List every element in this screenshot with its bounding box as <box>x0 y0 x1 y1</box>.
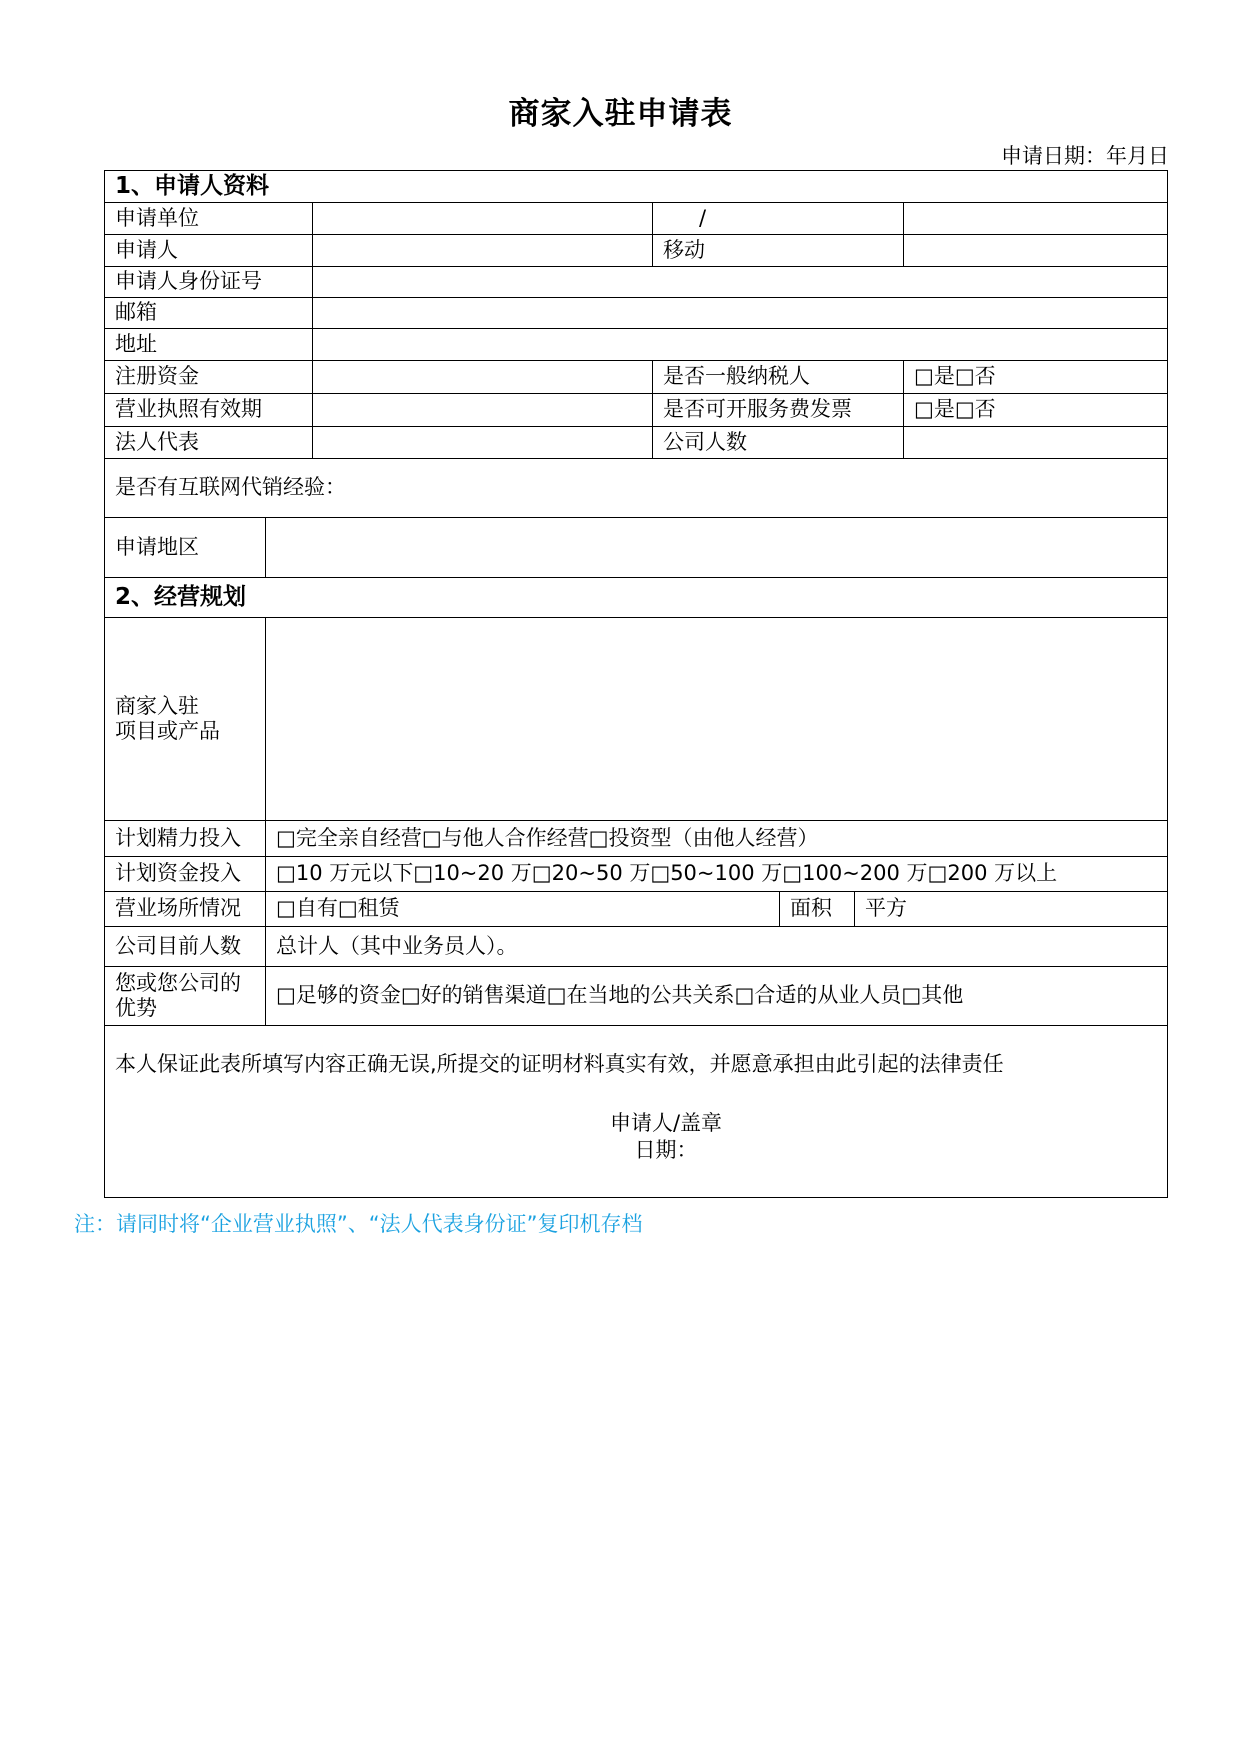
taxpayer-checkboxes[interactable]: □是□否 <box>914 364 996 389</box>
taxpayer-label: 是否一般纳税人 <box>653 361 904 393</box>
license-input[interactable] <box>313 394 653 426</box>
capital-label: 注册资金 <box>105 361 313 393</box>
section2-heading: 2、经营规划 <box>115 583 247 610</box>
fund-label: 计划资金投入 <box>105 857 266 891</box>
row-products <box>105 618 1167 821</box>
area-unit[interactable]: 平方 <box>865 896 907 921</box>
license-label: 营业执照有效期 <box>105 394 313 426</box>
signature-date[interactable]: 日期： <box>634 1138 698 1163</box>
row-email <box>105 298 1167 329</box>
row-legal <box>105 427 1167 459</box>
applicant-input[interactable] <box>313 235 653 266</box>
region-input[interactable] <box>266 518 1167 577</box>
declaration-text: 本人保证此表所填写内容正确无误,所提交的证明材料真实有效，并愿意承担由此引起的法律责任 <box>115 1052 1004 1076</box>
section1-header-row <box>105 171 1167 203</box>
row-address <box>105 329 1167 361</box>
effort-checkboxes[interactable]: □完全亲自经营□与他人合作经营□投资型（由他人经营） <box>276 825 819 850</box>
apply-date: 申请日期：年月日 <box>1001 144 1169 168</box>
unit-label: 申请单位 <box>105 203 313 234</box>
premises-checkboxes[interactable]: □自有□租赁 <box>266 892 780 926</box>
fund-checkboxes[interactable]: □10 万元以下□10~20 万□20~50 万□50~100 万□100~200 万□200 万以上 <box>276 861 1058 886</box>
row-declaration <box>105 1026 1167 1197</box>
row-advantage <box>105 967 1167 1026</box>
signature-area <box>115 1110 1157 1165</box>
section1-heading: 1、申请人资料 <box>115 172 270 199</box>
experience-field[interactable]: 是否有互联网代销经验： <box>115 475 346 500</box>
unit-input[interactable] <box>313 203 653 234</box>
product-label-line1: 商家入驻 <box>115 693 199 718</box>
row-capital <box>105 361 1167 394</box>
unit-input-2[interactable] <box>904 203 1167 234</box>
row-experience <box>105 459 1167 518</box>
applicant-label: 申请人 <box>105 235 313 266</box>
id-label: 申请人身份证号 <box>105 267 313 297</box>
address-input[interactable] <box>313 329 1167 360</box>
id-input[interactable] <box>313 267 1167 297</box>
advantage-checkboxes[interactable]: □足够的资金□好的销售渠道□在当地的公共关系□合适的从业人员□其他 <box>276 983 964 1008</box>
product-label <box>105 618 266 820</box>
address-label: 地址 <box>105 329 313 360</box>
legal-input[interactable] <box>313 427 653 458</box>
signature-label[interactable]: 申请人/盖章 <box>609 1111 723 1135</box>
invoice-checkboxes[interactable]: □是□否 <box>914 397 996 422</box>
mobile-label: 移动 <box>653 235 904 266</box>
row-region <box>105 518 1167 578</box>
row-effort <box>105 821 1167 857</box>
application-form-table <box>104 170 1168 1198</box>
mobile-input[interactable] <box>904 235 1167 266</box>
headcount-label: 公司目前人数 <box>105 927 266 966</box>
headcount-text[interactable]: 总计人（其中业务员人）。 <box>276 933 518 958</box>
product-label-line2: 项目或产品 <box>115 719 220 743</box>
row-license <box>105 394 1167 427</box>
invoice-label: 是否可开服务费发票 <box>653 394 904 426</box>
advantage-label: 您或您公司的优势 <box>105 967 266 1025</box>
section2-header-row <box>105 578 1167 618</box>
row-headcount <box>105 927 1167 967</box>
unit-separator: / <box>653 203 904 234</box>
row-applicant <box>105 235 1167 267</box>
form-title: 商家入驻申请表 <box>508 96 733 132</box>
effort-label: 计划精力投入 <box>105 821 266 856</box>
area-label: 面积 <box>780 892 855 926</box>
row-fund <box>105 857 1167 892</box>
email-input[interactable] <box>313 298 1167 328</box>
row-premises <box>105 892 1167 927</box>
archive-note: 注：请同时将“企业营业执照”、“法人代表身份证”复印机存档 <box>74 1212 643 1236</box>
row-id <box>105 267 1167 298</box>
staff-input[interactable] <box>904 427 1167 458</box>
legal-label: 法人代表 <box>105 427 313 458</box>
region-label: 申请地区 <box>105 518 266 577</box>
premises-label: 营业场所情况 <box>105 892 266 926</box>
declaration-block <box>105 1026 1167 1197</box>
product-input[interactable] <box>266 618 1167 820</box>
row-applicant-unit <box>105 203 1167 235</box>
capital-input[interactable] <box>313 361 653 393</box>
staff-label: 公司人数 <box>653 427 904 458</box>
email-label: 邮箱 <box>105 298 313 328</box>
